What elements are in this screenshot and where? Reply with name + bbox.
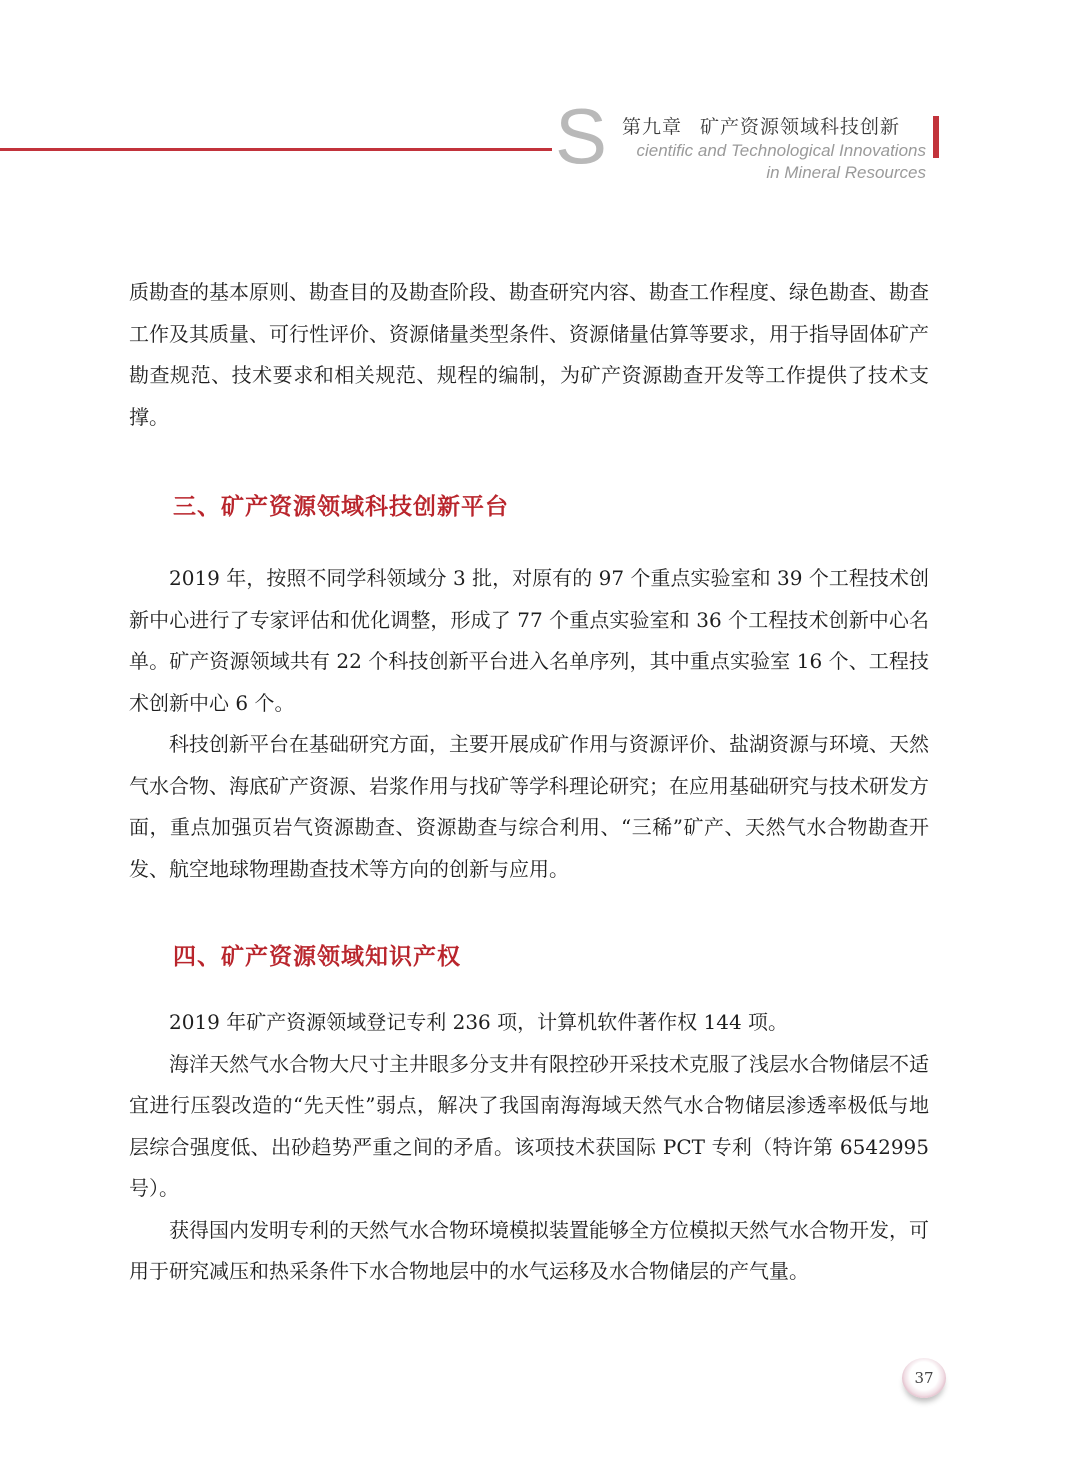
- chapter-title: [622, 115, 900, 139]
- page-body: [129, 272, 929, 1293]
- header-rule: [0, 148, 552, 151]
- page-number: 37: [902, 1358, 946, 1398]
- section4-paragraph-1: 2019 年矿产资源领域登记专利 236 项，计算机软件著作权 144 项。: [169, 1010, 789, 1034]
- section3-paragraph-2: 科技创新平台在基础研究方面，主要开展成矿作用与资源评价、盐湖资源与环境、天然气水合物、海底矿产资源、岩浆作用与找矿等学科理论研究；在应用基础研究与技术研发方面，重点加强页岩气资源勘查、资源勘查与综合利用、“三稀”矿产、天然气水合物勘查开发、航空地球物理勘查技术等方向的创新与应用。: [129, 732, 929, 881]
- chapter-initial-letter: S: [555, 92, 608, 180]
- section3-paragraph-1: 2019 年，按照不同学科领域分 3 批，对原有的 97 个重点实验室和 39 个工程技术创新中心进行了专家评估和优化调整，形成了 77 个重点实验室和 36 个工程技术创新中心名单。矿产资源领域共有 22 个科技创新平台进入名单序列，其中重点实验室 16 个、工程技术创新中心 6 个。: [129, 566, 929, 715]
- section4-paragraph-2: 海洋天然气水合物大尺寸主井眼多分支井有限控砂开采技术克服了浅层水合物储层不适宜进行压裂改造的“先天性”弱点，解决了我国南海海域天然气水合物储层渗透率极低与地层综合强度低、出砂趋势严重之间的矛盾。该项技术获国际 PCT 专利（特许第 6542995 号）。: [129, 1051, 929, 1200]
- section-heading-intellectual-property: 四、矿产资源领域知识产权: [173, 944, 461, 970]
- section4-paragraph-3: 获得国内发明专利的天然气水合物环境模拟装置能够全方位模拟天然气水合物开发，可用于研究减压和热采条件下水合物地层中的水气运移及水合物储层的产气量。: [129, 1217, 929, 1283]
- chapter-number: 第九章: [622, 116, 683, 138]
- section-heading-innovation-platform: 三、矿产资源领域科技创新平台: [173, 494, 509, 520]
- header-accent-bar: [933, 116, 939, 158]
- intro-paragraph: 质勘查的基本原则、勘查目的及勘查阶段、勘查研究内容、勘查工作程度、绿色勘查、勘查工作及其质量、可行性评价、资源储量类型条件、资源储量估算等要求，用于指导固体矿产勘查规范、技术要求和相关规范、规程的编制，为矿产资源勘查开发等工作提供了技术支撑。: [129, 280, 929, 429]
- chapter-name: 矿产资源领域科技创新: [700, 116, 901, 138]
- chapter-english-title-line1: cientific and Technological Innovations: [636, 141, 926, 160]
- chapter-english-title-line2: in Mineral Resources: [766, 163, 926, 182]
